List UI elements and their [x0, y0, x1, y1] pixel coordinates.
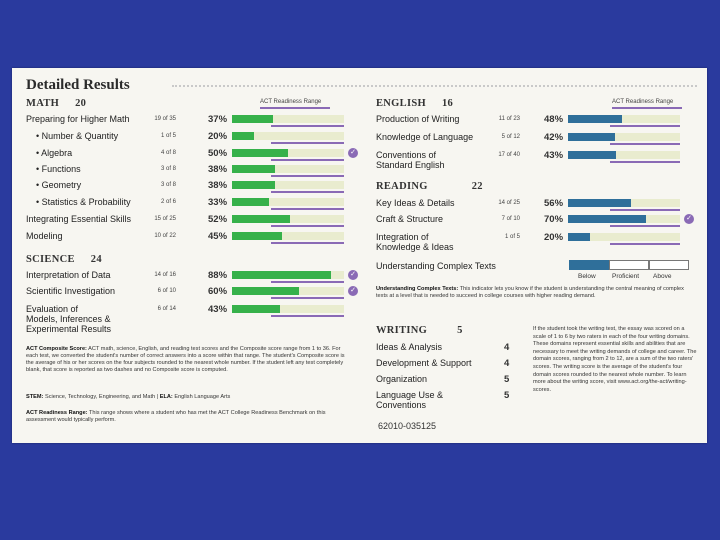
- math-row-label: Integrating Essential Skills: [26, 214, 132, 224]
- math-row-range-line: [271, 175, 344, 177]
- range-note-text: This range shows where a student who has met the ACT College Readiness Benchmark on this assessment would typically perform.: [26, 410, 326, 423]
- math-row-label: Modeling: [26, 231, 63, 241]
- science-row-range-line: [271, 315, 344, 317]
- math-row: [26, 214, 356, 229]
- math-row-count: 3 of 8: [160, 182, 176, 188]
- math-row: [26, 197, 356, 212]
- title-divider: [172, 85, 697, 87]
- reading-row-label: Craft & Structure: [376, 214, 444, 224]
- checkmark-icon: ✓: [348, 148, 358, 158]
- english-row: [376, 150, 696, 170]
- science-row-fill: [232, 305, 280, 313]
- math-row-label: • Functions: [36, 164, 81, 174]
- math-row-track: [232, 181, 344, 189]
- uct-level-below: Below: [578, 273, 596, 280]
- math-row-label: Preparing for Higher Math: [26, 114, 130, 124]
- math-row-range-line: [271, 225, 344, 227]
- reading-row-fill: [568, 215, 646, 223]
- math-row-percent: 37%: [208, 114, 228, 125]
- english-row-track: [568, 151, 680, 159]
- science-row-count: 6 of 10: [157, 288, 176, 294]
- writing-row-label: Language Use & Conventions: [376, 390, 444, 410]
- page-title: Detailed Results: [26, 77, 130, 93]
- english-row-label: Conventions of Standard English: [376, 150, 445, 170]
- science-row-label: Interpretation of Data: [26, 270, 111, 280]
- english-range-label: ACT Readiness Range: [612, 99, 674, 105]
- reading-row-range-line: [610, 243, 680, 245]
- writing-row-score: 5: [504, 390, 510, 401]
- science-row: [26, 286, 356, 301]
- reading-row-label: Integration of Knowledge & Ideas: [376, 232, 454, 252]
- science-row-percent: 43%: [208, 304, 228, 315]
- math-row-track: [232, 149, 344, 157]
- math-row: [26, 131, 356, 146]
- reading-row-range-line: [610, 225, 680, 227]
- math-row-percent: 38%: [208, 180, 228, 191]
- reading-label: READING: [376, 181, 428, 192]
- reading-row-label: Key Ideas & Details: [376, 198, 455, 208]
- english-row: [376, 132, 696, 147]
- science-row-percent: 88%: [208, 270, 228, 281]
- math-row: [26, 180, 356, 195]
- math-row-fill: [232, 181, 275, 189]
- math-row-percent: 38%: [208, 164, 228, 175]
- math-heading: [26, 98, 86, 109]
- science-row-range-line: [271, 297, 344, 299]
- science-row-track: [232, 287, 344, 295]
- math-row-range-line: [271, 208, 344, 210]
- math-row-fill: [232, 132, 254, 140]
- report-code: 62010-035125: [378, 421, 437, 431]
- math-row-fill: [232, 198, 269, 206]
- math-row-count: 4 of 8: [160, 150, 176, 156]
- math-row-track: [232, 198, 344, 206]
- science-row-label: Scientific Investigation: [26, 286, 116, 296]
- math-row-track: [232, 115, 344, 123]
- science-row-label: Evaluation of Models, Inferences & Experimental Results: [26, 304, 112, 334]
- math-row: [26, 231, 356, 246]
- writing-score: 5: [457, 325, 463, 336]
- math-row-range-line: [271, 242, 344, 244]
- english-row-count: 5 of 12: [501, 134, 520, 140]
- math-row-percent: 20%: [208, 131, 228, 142]
- reading-row-track: [568, 215, 680, 223]
- science-row-count: 6 of 14: [157, 306, 176, 312]
- checkmark-icon: ✓: [684, 214, 694, 224]
- math-row-fill: [232, 115, 273, 123]
- english-label: ENGLISH: [376, 98, 426, 109]
- math-row-percent: 52%: [208, 214, 228, 225]
- math-row-label: • Algebra: [36, 148, 73, 158]
- uct-label: Understanding Complex Texts: [376, 261, 496, 271]
- range-note-title: ACT Readiness Range:: [26, 410, 88, 416]
- math-row-track: [232, 232, 344, 240]
- writing-row-label: Development & Support: [376, 358, 472, 368]
- english-row-percent: 42%: [544, 132, 564, 143]
- science-row-range-line: [271, 281, 344, 283]
- uct-below-box: [569, 260, 609, 270]
- science-row-fill: [232, 287, 299, 295]
- english-row-count: 11 of 23: [498, 116, 520, 122]
- science-score: 24: [90, 254, 102, 265]
- english-row-percent: 48%: [544, 114, 564, 125]
- science-heading: [26, 254, 102, 265]
- math-row-count: 10 of 22: [154, 233, 176, 239]
- writing-row-label: Organization: [376, 374, 428, 384]
- writing-label: WRITING: [376, 325, 428, 336]
- english-range-indicator: [612, 107, 682, 109]
- reading-row-percent: 20%: [544, 232, 564, 243]
- composite-note-text: ACT math, science, English, and reading test scores and the Composite score range from 1 to 36. For each test, we converted the student's number of correct answers into a score within that range. The student's Composite score is the average of his or her scores on the four subjects rounded to the nearest whole number. If the student left any test completely blank, that score is reported as two dashes and no Composite score is computed.: [26, 346, 345, 373]
- science-row: [26, 270, 356, 285]
- uct-note-text: This indicator lets you know if the student is understanding the central meaning of complex texts at a level that is needed to succeed in college courses with higher reading demand.: [376, 286, 684, 299]
- uct-note: [376, 286, 696, 300]
- english-row-label: Knowledge of Language: [376, 132, 474, 142]
- uct-level-above: Above: [653, 273, 672, 280]
- science-row-percent: 60%: [208, 286, 228, 297]
- science-row-fill: [232, 271, 331, 279]
- math-row-count: 15 of 25: [154, 216, 176, 222]
- math-row-count: 3 of 8: [160, 166, 176, 172]
- reading-row-percent: 70%: [544, 214, 564, 225]
- math-row-count: 2 of 6: [160, 199, 176, 205]
- reading-row-count: 7 of 10: [501, 216, 520, 222]
- reading-row-fill: [568, 233, 590, 241]
- uct-above-box: [649, 260, 689, 270]
- english-row-range-line: [610, 143, 680, 145]
- math-label: MATH: [26, 98, 60, 109]
- writing-row-score: 4: [504, 342, 510, 353]
- math-row: [26, 148, 356, 163]
- math-score: 20: [75, 98, 87, 109]
- reading-heading: [376, 181, 483, 192]
- math-row-fill: [232, 232, 282, 240]
- english-row-count: 17 of 40: [498, 152, 520, 158]
- math-row-label: • Statistics & Probability: [36, 197, 131, 207]
- ela-note-text: English Language Arts: [172, 394, 231, 400]
- english-row-range-line: [610, 161, 680, 163]
- reading-row-count: 14 of 25: [498, 200, 520, 206]
- checkmark-icon: ✓: [348, 270, 358, 280]
- math-row-range-line: [271, 191, 344, 193]
- writing-note: If the student took the writing test, the essay was scored on a scale of 1 to 6 by two raters in each of the four writing domains. These domains represent essential skills and abilities that are necessary to meet the writing demands of college and career. The domain scores, ranging from 2 to 12, are a sum of the two raters' scores. The writing score is the average of the student's four domain scores rounded to the nearest whole number. To learn more about the writing score, visit www.act.org/the-act/writing-scores.: [533, 326, 697, 393]
- math-row: [26, 164, 356, 179]
- checkmark-icon: ✓: [348, 286, 358, 296]
- writing-row-score: 5: [504, 374, 510, 385]
- math-row-label: • Number & Quantity: [36, 131, 119, 141]
- reading-row-fill: [568, 199, 631, 207]
- reading-row: [376, 198, 696, 213]
- stem-note: [26, 394, 346, 401]
- science-row-track: [232, 271, 344, 279]
- uct-level-proficient: Proficient: [612, 273, 640, 280]
- english-row-fill: [568, 133, 615, 141]
- range-note: [26, 410, 346, 424]
- math-row-track: [232, 132, 344, 140]
- science-row: [26, 304, 356, 334]
- composite-note: [26, 346, 346, 374]
- reading-row: [376, 232, 696, 252]
- math-row-count: 1 of 5: [160, 133, 176, 139]
- stem-note-title: STEM:: [26, 394, 44, 400]
- math-range-indicator: [260, 107, 330, 109]
- reading-row-track: [568, 199, 680, 207]
- writing-row-score: 4: [504, 358, 510, 369]
- science-row-track: [232, 305, 344, 313]
- reading-row-percent: 56%: [544, 198, 564, 209]
- english-row-label: Production of Writing: [376, 114, 460, 124]
- math-row-track: [232, 215, 344, 223]
- reading-row-track: [568, 233, 680, 241]
- math-row-label: • Geometry: [36, 180, 82, 190]
- english-row-fill: [568, 151, 616, 159]
- math-row-fill: [232, 215, 290, 223]
- math-row-track: [232, 165, 344, 173]
- reading-row-count: 1 of 5: [504, 234, 520, 240]
- english-row-fill: [568, 115, 622, 123]
- english-row-range-line: [610, 125, 680, 127]
- math-row-range-line: [271, 159, 344, 161]
- math-row-fill: [232, 165, 275, 173]
- uct-note-title: Understanding Complex Texts:: [376, 286, 459, 292]
- math-row-range-line: [271, 142, 344, 144]
- math-row-percent: 50%: [208, 148, 228, 159]
- english-row-percent: 43%: [544, 150, 564, 161]
- writing-heading: [376, 325, 463, 336]
- science-label: SCIENCE: [26, 254, 75, 265]
- english-heading: [376, 98, 453, 109]
- math-row-range-line: [271, 125, 344, 127]
- score-report-sheet: [12, 68, 707, 443]
- english-row-track: [568, 115, 680, 123]
- english-row-track: [568, 133, 680, 141]
- composite-note-title: ACT Composite Score:: [26, 346, 87, 352]
- math-row-percent: 45%: [208, 231, 228, 242]
- english-row: [376, 114, 696, 129]
- reading-score: 22: [471, 181, 483, 192]
- writing-row-label: Ideas & Analysis: [376, 342, 443, 352]
- math-row: [26, 114, 356, 129]
- stem-note-text: Science, Technology, Engineering, and Math |: [43, 394, 160, 400]
- math-row-percent: 33%: [208, 197, 228, 208]
- math-row-count: 19 of 35: [154, 116, 176, 122]
- ela-note-title: ELA:: [159, 394, 173, 400]
- uct-proficient-box: [609, 260, 649, 270]
- english-score: 16: [441, 98, 454, 109]
- math-row-fill: [232, 149, 288, 157]
- science-row-count: 14 of 16: [154, 272, 176, 278]
- math-range-label: ACT Readiness Range: [260, 99, 322, 105]
- reading-row: [376, 214, 696, 229]
- reading-row-range-line: [610, 209, 680, 211]
